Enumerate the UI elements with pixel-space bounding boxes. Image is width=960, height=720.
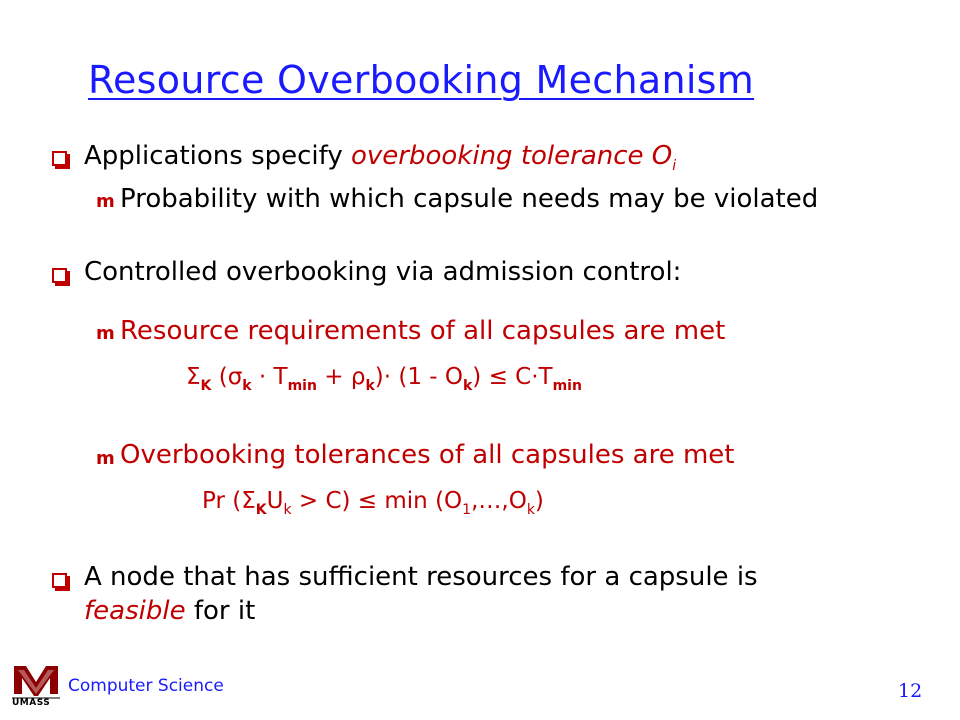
logo-caption: UMASS (12, 698, 51, 708)
sub-bullet-2: Resource requirements of all capsules are met (120, 316, 726, 346)
m-bullet-icon: m (96, 323, 115, 344)
feasible-emphasis: feasible (84, 596, 186, 626)
bullet-2: Controlled overbooking via admission control: (84, 257, 682, 287)
square-bullet-icon (52, 573, 67, 588)
page-number: 12 (898, 680, 923, 702)
bullet-1-emphasis-sub: i (672, 158, 677, 175)
footer-department: Computer Science (68, 676, 224, 696)
square-bullet-icon (52, 151, 67, 166)
sub-bullet-1: Probability with which capsule needs may be violated (120, 184, 819, 214)
m-bullet-icon: m (96, 448, 115, 469)
bullet-3-line-1: A node that has sufficient resources for a capsule is (84, 562, 758, 592)
m-bullet-icon: m (96, 191, 115, 212)
bullet-1-emphasis: overbooking tolerance O (351, 141, 673, 171)
umass-logo-icon (10, 660, 62, 714)
slide-title: Resource Overbooking Mechanism (88, 58, 755, 102)
formula-resource-requirements: $\Sigma_K$ $(\sigma_k \cdot T_{min} + \rho_k)\cdot (1 - O_k) \le C\cdot T_{min}$ (186, 364, 582, 394)
bullet-3-line-2: feasible for it (84, 596, 256, 626)
formula-overbooking-tolerances: Pr $(\Sigma_KU_k > C) \le \min$ $(O_1,\dots,O_k)$ (202, 488, 544, 518)
bullet-1 (84, 141, 676, 174)
bullet-1-prefix: Applications specify (84, 141, 351, 171)
square-bullet-icon (52, 268, 67, 283)
sub-bullet-3: Overbooking tolerances of all capsules are met (120, 440, 735, 470)
